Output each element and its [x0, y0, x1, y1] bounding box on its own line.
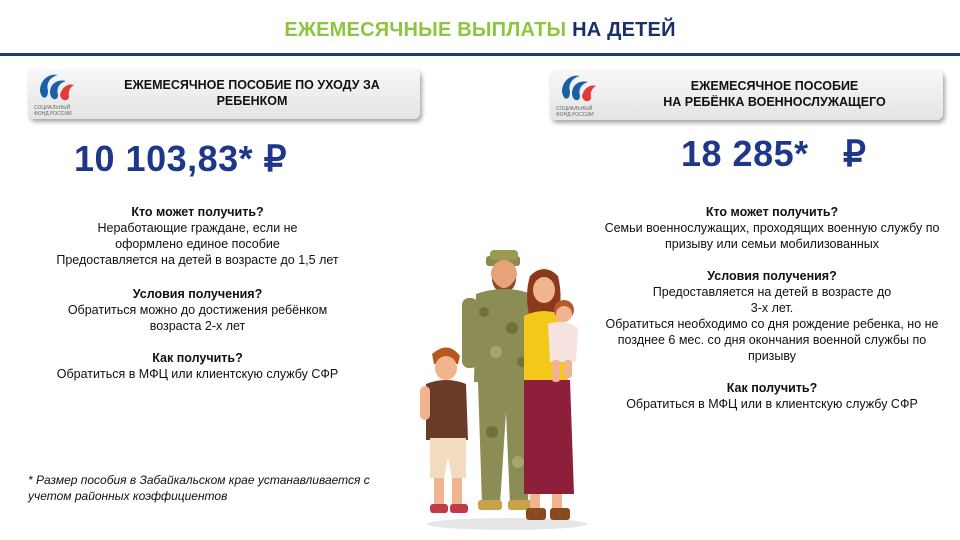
right-cond-text2: Обратиться необходимо со дня рождение ребенка, но не позднее 6 мес. со дня окончания военной службы по призыву — [605, 317, 939, 363]
title-part-dark: НА ДЕТЕЙ — [572, 19, 676, 41]
title-part-green: ЕЖЕМЕСЯЧНЫЕ ВЫПЛАТЫ — [284, 19, 567, 41]
boy-figure — [420, 347, 468, 513]
left-who-section — [30, 204, 365, 268]
right-who-section — [602, 204, 942, 252]
left-how-text: Обратиться в МФЦ или клиентскую службу СФР — [56, 367, 339, 381]
left-cond-text: Обратиться можно до достижения ребёнком возраста 2-х лет — [67, 303, 328, 333]
left-amount: 10 103,83* ₽ — [74, 138, 288, 179]
left-who-text: Неработающие граждане, если не оформлено единое пособие — [97, 221, 298, 251]
ruble-sign: ₽ — [843, 133, 867, 174]
right-cond-text: Предоставляется на детей в возрасте до 3-х лет. — [652, 285, 892, 315]
right-card-title-line2: НА РЕБЁНКА ВОЕННОСЛУЖАЩЕГО — [663, 95, 886, 109]
left-card-title: ЕЖЕМЕСЯЧНОЕ ПОСОБИЕ ПО УХОДУ ЗА РЕБЕНКОМ — [124, 78, 380, 108]
right-how-text: Обратиться в МФЦ или в клиентскую службу СФР — [626, 397, 918, 411]
logo-text-line1: СОЦИАЛЬНЫЙ — [34, 105, 71, 111]
right-amount — [681, 133, 867, 175]
left-who-text2: Предоставляется на детей в возрасте до 1,5 лет — [56, 253, 339, 267]
right-who-text: Семьи военнослужащих, проходящих военную службу по призыву или семьи мобилизованных — [604, 221, 940, 251]
right-benefit-card — [550, 70, 943, 120]
right-how-heading: Как получить? — [726, 381, 818, 395]
right-how-section — [602, 380, 942, 412]
left-how-heading: Как получить? — [152, 351, 243, 365]
footnote: * Размер пособия в Забайкальском крае устанавливается с учетом районных коэффициентов — [28, 473, 370, 503]
right-who-heading: Кто может получить? — [705, 205, 839, 219]
logo-text-line2: ФОНД РОССИИ — [556, 112, 594, 118]
family-illustration — [412, 232, 592, 532]
right-card-title — [620, 78, 929, 110]
title-divider — [0, 53, 960, 56]
logo-text-line1: СОЦИАЛЬНЫЙ — [556, 106, 593, 112]
right-amount-value: 18 285* — [681, 133, 809, 174]
sfr-logo-icon — [556, 72, 604, 118]
left-conditions-section — [30, 286, 365, 334]
right-card-title-line1: ЕЖЕМЕСЯЧНОЕ ПОСОБИЕ — [690, 79, 859, 93]
left-who-heading: Кто может получить? — [131, 205, 264, 219]
left-benefit-card — [28, 69, 420, 119]
left-how-section — [30, 350, 365, 382]
page-title — [0, 19, 960, 42]
left-cond-heading: Условия получения? — [132, 287, 263, 301]
right-conditions-section — [602, 268, 942, 364]
right-cond-heading: Условия получения? — [707, 269, 837, 283]
logo-text-line2: ФОНД РОССИИ — [34, 111, 72, 117]
sfr-logo-icon — [34, 71, 82, 117]
